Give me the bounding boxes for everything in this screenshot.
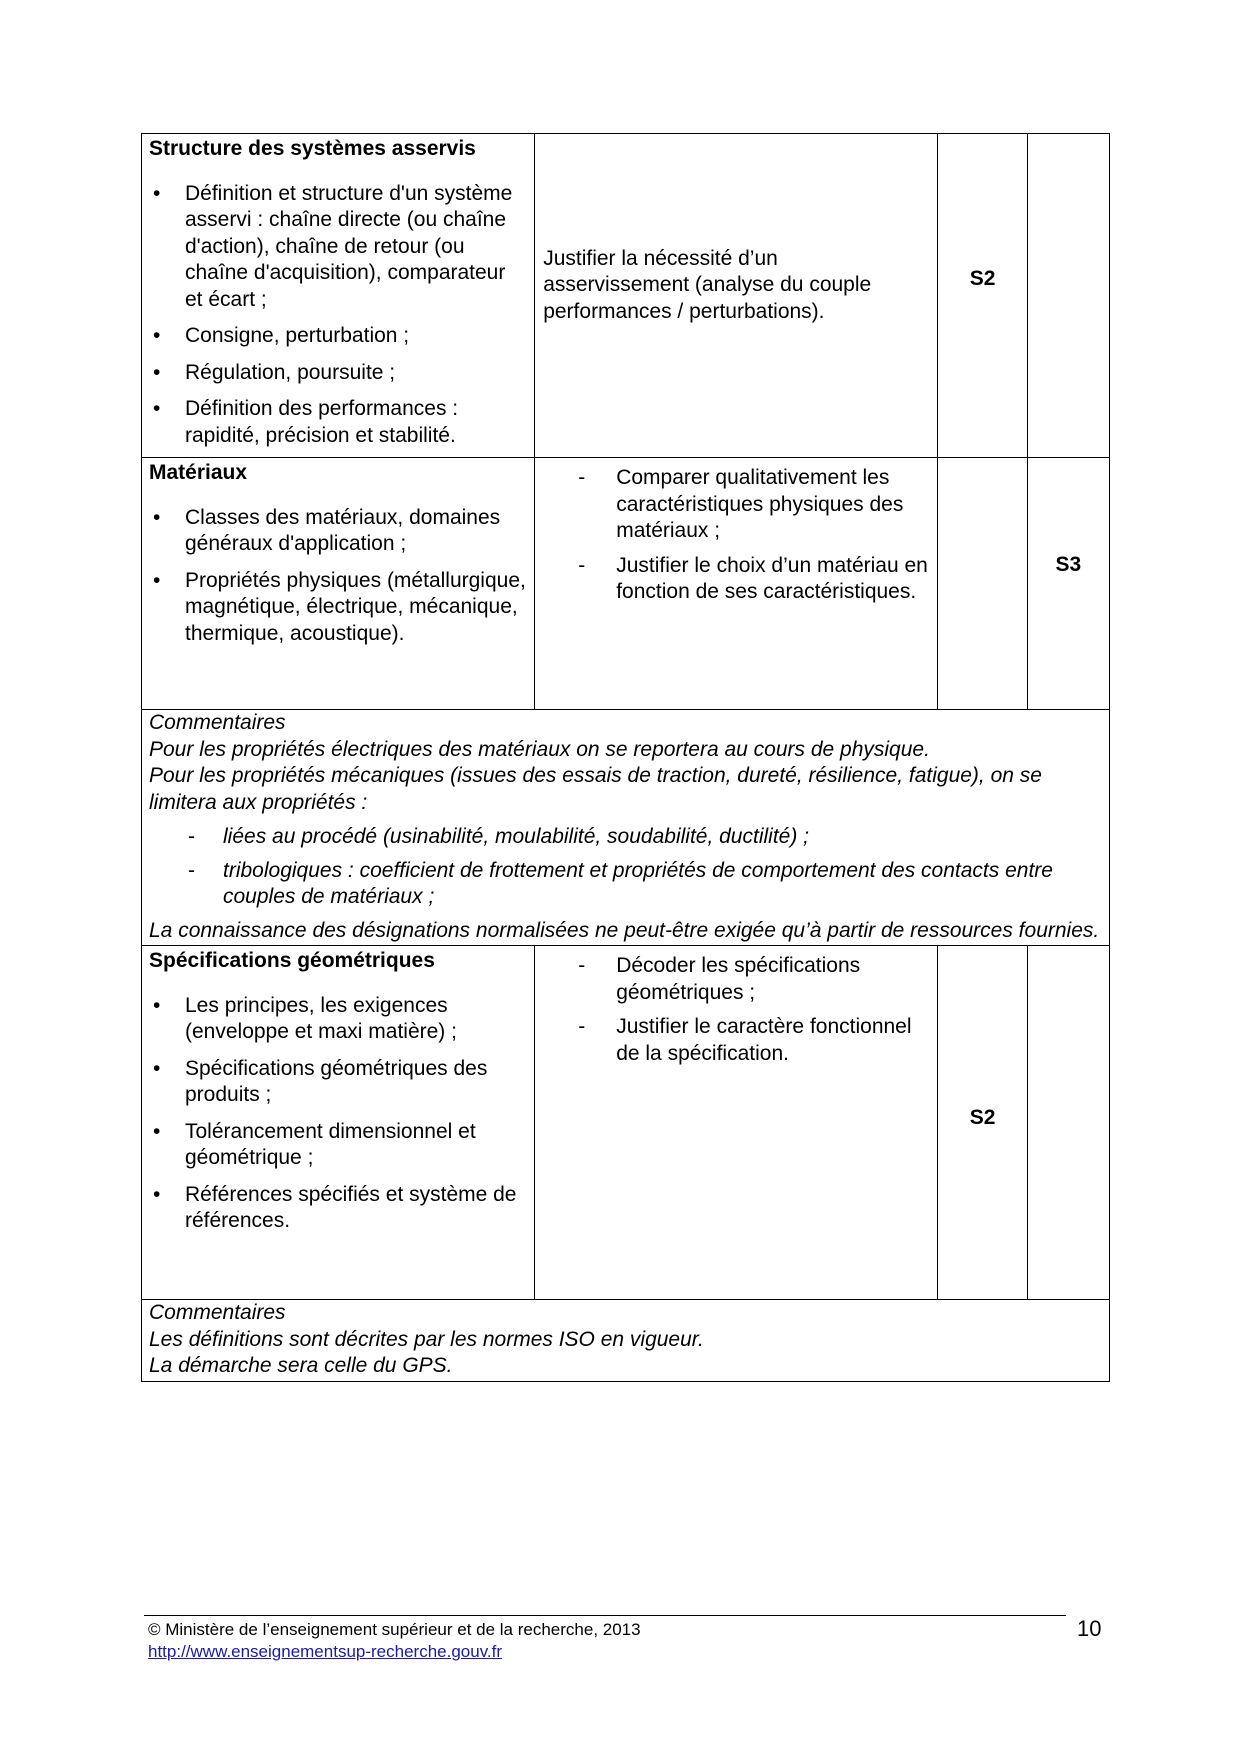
comment-heading: Commentaires (149, 1301, 286, 1324)
level-cell-empty (1027, 134, 1109, 458)
footer-divider (144, 1615, 1066, 1616)
footer-link[interactable]: http://www.enseignementsup-recherche.gouv.fr (148, 1642, 503, 1661)
content-cell (142, 946, 535, 1300)
comment-heading: Commentaires (149, 711, 286, 734)
section-row-materiaux (142, 458, 1110, 710)
objective-cell (535, 946, 938, 1300)
comment-row (142, 1300, 1110, 1382)
comment-block (142, 710, 1109, 945)
level-cell (1027, 458, 1109, 710)
list-item: • Définition des performances : rapidité, précision et stabilité. (142, 396, 528, 449)
level-cell-empty (1027, 946, 1109, 1300)
curriculum-table (141, 133, 1110, 1382)
comment-line: Pour les propriétés mécaniques (issues des essais de traction, dureté, résilience, fatigue), on se limitera aux propriétés : (149, 764, 1042, 814)
level-cell (938, 946, 1027, 1300)
comment-row (142, 710, 1110, 946)
level-badge: S2 (969, 267, 996, 291)
list-item: • Tolérancement dimensionnel et géométrique ; (142, 1119, 528, 1172)
comment-cell (142, 710, 1110, 946)
content-list (142, 181, 534, 450)
objective-list (535, 953, 937, 1067)
list-item: • Définition et structure d'un système asservi : chaîne directe (ou chaîne d'action), chaîne de retour (ou chaîne d'acquisition), comparateur et écart ; (142, 181, 528, 314)
list-item: • Régulation, poursuite ; (142, 360, 528, 387)
comment-line: La connaissance des désignations normalisées ne peut-être exigée qu’à partir de ressources fournies. (149, 918, 1100, 942)
list-item: - Décoder les spécifications géométriques ; (535, 953, 931, 1006)
objective-text: Justifier la nécessité d’un asservissement (analyse du couple performances / perturbations). (543, 246, 872, 323)
content-list (142, 505, 534, 648)
objective-cell (535, 458, 938, 710)
level-cell-empty (938, 458, 1027, 710)
section-row-asservis (142, 134, 1110, 458)
list-item: • Propriétés physiques (métallurgique, magnétique, électrique, mécanique, thermique, acoustique). (142, 568, 528, 648)
section-title: Structure des systèmes asservis (149, 137, 476, 160)
list-item: - Comparer qualitativement les caractéristiques physiques des matériaux ; (535, 465, 931, 545)
footer-copyright: © Ministère de l’enseignement supérieur et de la recherche, 2013 (148, 1620, 641, 1639)
list-item: • Classes des matériaux, domaines généraux d'application ; (142, 505, 528, 558)
comment-list (149, 824, 1102, 911)
level-badge: S2 (969, 1106, 996, 1130)
objective-list (535, 465, 937, 606)
comment-line: Pour les propriétés électriques des matériaux on se reportera au cours de physique. (149, 737, 930, 761)
content-list (142, 993, 534, 1235)
comment-cell (142, 1300, 1110, 1382)
comment-line: La démarche sera celle du GPS. (149, 1354, 453, 1377)
section-row-specifications (142, 946, 1110, 1300)
list-item: • Références spécifiés et système de références. (142, 1182, 528, 1235)
content-cell (142, 134, 535, 458)
objective-cell (535, 134, 938, 458)
list-item: • Les principes, les exigences (enveloppe et maxi matière) ; (142, 993, 528, 1046)
list-item: - Justifier le choix d’un matériau en fonction de ses caractéristiques. (535, 553, 931, 606)
page-number: 10 (1077, 1616, 1102, 1641)
list-item: - Justifier le caractère fonctionnel de la spécification. (535, 1014, 931, 1067)
list-item: - tribologiques : coefficient de frottement et propriétés de comportement des contacts entre couples de matériaux ; (149, 858, 1102, 911)
section-title: Matériaux (149, 461, 248, 484)
level-badge: S3 (1055, 553, 1082, 577)
section-title: Spécifications géométriques (149, 949, 435, 972)
list-item: • Spécifications géométriques des produits ; (142, 1056, 528, 1109)
level-cell (938, 134, 1027, 458)
content-cell (142, 458, 535, 710)
comment-line: Les définitions sont décrites par les normes ISO en vigueur. (149, 1327, 704, 1351)
list-item: - liées au procédé (usinabilité, moulabilité, soudabilité, ductilité) ; (149, 824, 1102, 851)
list-item: • Consigne, perturbation ; (142, 323, 528, 350)
comment-block (142, 1300, 1109, 1381)
